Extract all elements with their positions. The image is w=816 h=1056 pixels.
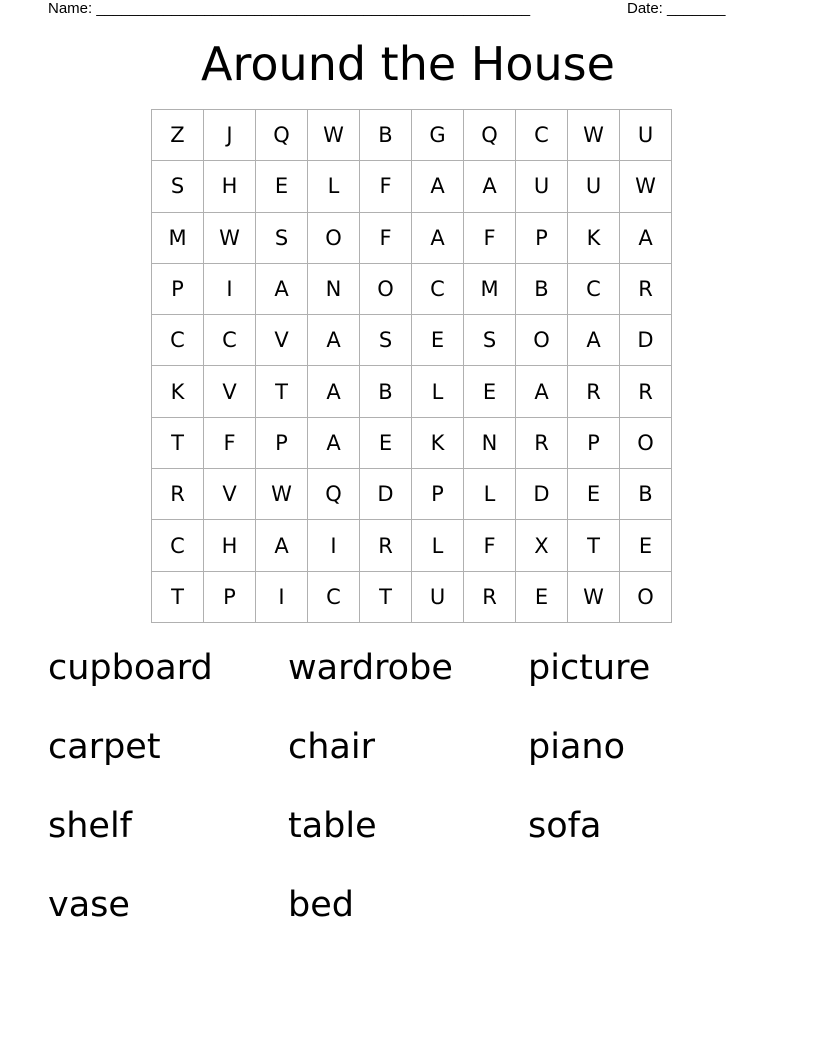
grid-cell[interactable]: D [516, 469, 568, 520]
grid-cell[interactable]: F [464, 212, 516, 263]
grid-cell[interactable]: C [152, 520, 204, 571]
grid-cell[interactable]: L [412, 520, 464, 571]
grid-cell[interactable]: W [204, 212, 256, 263]
grid-cell[interactable]: E [568, 469, 620, 520]
grid-cell[interactable]: Q [464, 110, 516, 161]
grid-cell[interactable]: R [464, 571, 516, 622]
grid-cell[interactable]: B [516, 263, 568, 314]
grid-cell[interactable]: A [412, 161, 464, 212]
grid-cell[interactable]: E [516, 571, 568, 622]
word-list-item: piano [528, 727, 625, 767]
grid-cell[interactable]: B [620, 469, 672, 520]
grid-cell[interactable]: O [620, 571, 672, 622]
grid-cell[interactable]: F [464, 520, 516, 571]
grid-cell[interactable]: F [360, 212, 412, 263]
grid-cell[interactable]: V [204, 469, 256, 520]
grid-cell[interactable]: R [568, 366, 620, 417]
grid-cell[interactable]: S [152, 161, 204, 212]
grid-cell[interactable]: O [516, 315, 568, 366]
grid-cell[interactable]: A [516, 366, 568, 417]
word-list [48, 642, 768, 958]
grid-cell[interactable]: U [620, 110, 672, 161]
grid-cell[interactable]: E [412, 315, 464, 366]
grid-cell[interactable]: H [204, 520, 256, 571]
grid-cell[interactable]: C [308, 571, 360, 622]
grid-cell[interactable]: C [568, 263, 620, 314]
grid-cell[interactable]: J [204, 110, 256, 161]
grid-cell[interactable]: N [308, 263, 360, 314]
grid-cell[interactable]: C [152, 315, 204, 366]
word-list-item: wardrobe [288, 648, 453, 688]
grid-cell[interactable]: U [516, 161, 568, 212]
grid-cell[interactable]: A [464, 161, 516, 212]
grid-cell[interactable]: C [516, 110, 568, 161]
grid-cell[interactable]: W [256, 469, 308, 520]
word-list-item: picture [528, 648, 651, 688]
grid-cell[interactable]: V [256, 315, 308, 366]
grid-cell[interactable]: U [412, 571, 464, 622]
grid-row [152, 161, 672, 212]
grid-cell[interactable]: T [256, 366, 308, 417]
grid-cell[interactable]: B [360, 110, 412, 161]
grid-cell[interactable]: A [568, 315, 620, 366]
grid-row [152, 366, 672, 417]
grid-cell[interactable]: L [412, 366, 464, 417]
grid-cell[interactable]: S [464, 315, 516, 366]
grid-row [152, 110, 672, 161]
grid-cell[interactable]: P [516, 212, 568, 263]
grid-cell[interactable]: O [620, 417, 672, 468]
grid-cell[interactable]: O [308, 212, 360, 263]
grid-cell[interactable]: L [464, 469, 516, 520]
grid-cell[interactable]: R [152, 469, 204, 520]
grid-cell[interactable]: M [464, 263, 516, 314]
grid-cell[interactable]: O [360, 263, 412, 314]
grid-cell[interactable]: B [360, 366, 412, 417]
grid-cell[interactable]: F [360, 161, 412, 212]
grid-cell[interactable]: R [620, 263, 672, 314]
grid-cell[interactable]: I [204, 263, 256, 314]
grid-cell[interactable]: W [308, 110, 360, 161]
grid-cell[interactable]: E [464, 366, 516, 417]
word-list-item: vase [48, 885, 130, 925]
grid-cell[interactable]: E [256, 161, 308, 212]
grid-cell[interactable]: D [620, 315, 672, 366]
grid-cell[interactable]: U [568, 161, 620, 212]
grid-cell[interactable]: S [360, 315, 412, 366]
grid-row [152, 571, 672, 622]
grid-cell[interactable]: Q [308, 469, 360, 520]
page-title: Around the House [201, 37, 615, 91]
grid-cell[interactable]: P [152, 263, 204, 314]
grid-cell[interactable]: A [256, 520, 308, 571]
grid-cell[interactable]: T [568, 520, 620, 571]
date-field[interactable]: Date: _______ [627, 0, 726, 17]
grid-cell[interactable]: P [256, 417, 308, 468]
grid-cell[interactable]: P [412, 469, 464, 520]
grid-cell[interactable]: A [412, 212, 464, 263]
grid-cell[interactable]: K [152, 366, 204, 417]
grid-cell[interactable]: I [308, 520, 360, 571]
grid-cell[interactable]: S [256, 212, 308, 263]
word-list-item: cupboard [48, 648, 213, 688]
word-list-item: chair [288, 727, 375, 767]
grid-cell[interactable]: C [204, 315, 256, 366]
grid-row [152, 263, 672, 314]
grid-cell[interactable]: R [620, 366, 672, 417]
grid-cell[interactable]: N [464, 417, 516, 468]
grid-cell[interactable]: R [360, 520, 412, 571]
grid-cell[interactable]: C [412, 263, 464, 314]
grid-cell[interactable]: W [620, 161, 672, 212]
grid-cell[interactable]: I [256, 571, 308, 622]
header-line [0, 0, 816, 20]
grid-row [152, 417, 672, 468]
grid-cell[interactable]: M [152, 212, 204, 263]
word-search-grid [151, 109, 672, 623]
grid-cell[interactable]: T [152, 571, 204, 622]
grid-cell[interactable]: K [568, 212, 620, 263]
grid-cell[interactable]: E [620, 520, 672, 571]
grid-cell[interactable]: K [412, 417, 464, 468]
grid-cell[interactable]: T [152, 417, 204, 468]
grid-cell[interactable]: W [568, 571, 620, 622]
grid-cell[interactable]: T [360, 571, 412, 622]
word-list-item: carpet [48, 727, 161, 767]
grid-cell[interactable]: X [516, 520, 568, 571]
grid-cell[interactable]: F [204, 417, 256, 468]
grid-cell[interactable]: V [204, 366, 256, 417]
grid-cell[interactable]: Q [256, 110, 308, 161]
grid-cell[interactable]: P [204, 571, 256, 622]
grid-cell[interactable]: H [204, 161, 256, 212]
grid-cell[interactable]: Z [152, 110, 204, 161]
grid-cell[interactable]: A [308, 366, 360, 417]
word-list-item: sofa [528, 806, 602, 846]
grid-cell[interactable]: A [620, 212, 672, 263]
grid-cell[interactable]: L [308, 161, 360, 212]
grid-row [152, 520, 672, 571]
grid-row [152, 315, 672, 366]
grid-cell[interactable]: A [308, 417, 360, 468]
name-field[interactable]: Name: ____________________________________________________ [48, 0, 531, 17]
grid-cell[interactable]: W [568, 110, 620, 161]
word-list-item: table [288, 806, 377, 846]
grid-cell[interactable]: A [308, 315, 360, 366]
grid-row [152, 212, 672, 263]
grid-cell[interactable]: R [516, 417, 568, 468]
word-list-item: bed [288, 885, 354, 925]
grid-cell[interactable]: A [256, 263, 308, 314]
grid-cell[interactable]: P [568, 417, 620, 468]
grid-row [152, 469, 672, 520]
grid-cell[interactable]: E [360, 417, 412, 468]
grid-cell[interactable]: D [360, 469, 412, 520]
word-list-item: shelf [48, 806, 132, 846]
grid-cell[interactable]: G [412, 110, 464, 161]
